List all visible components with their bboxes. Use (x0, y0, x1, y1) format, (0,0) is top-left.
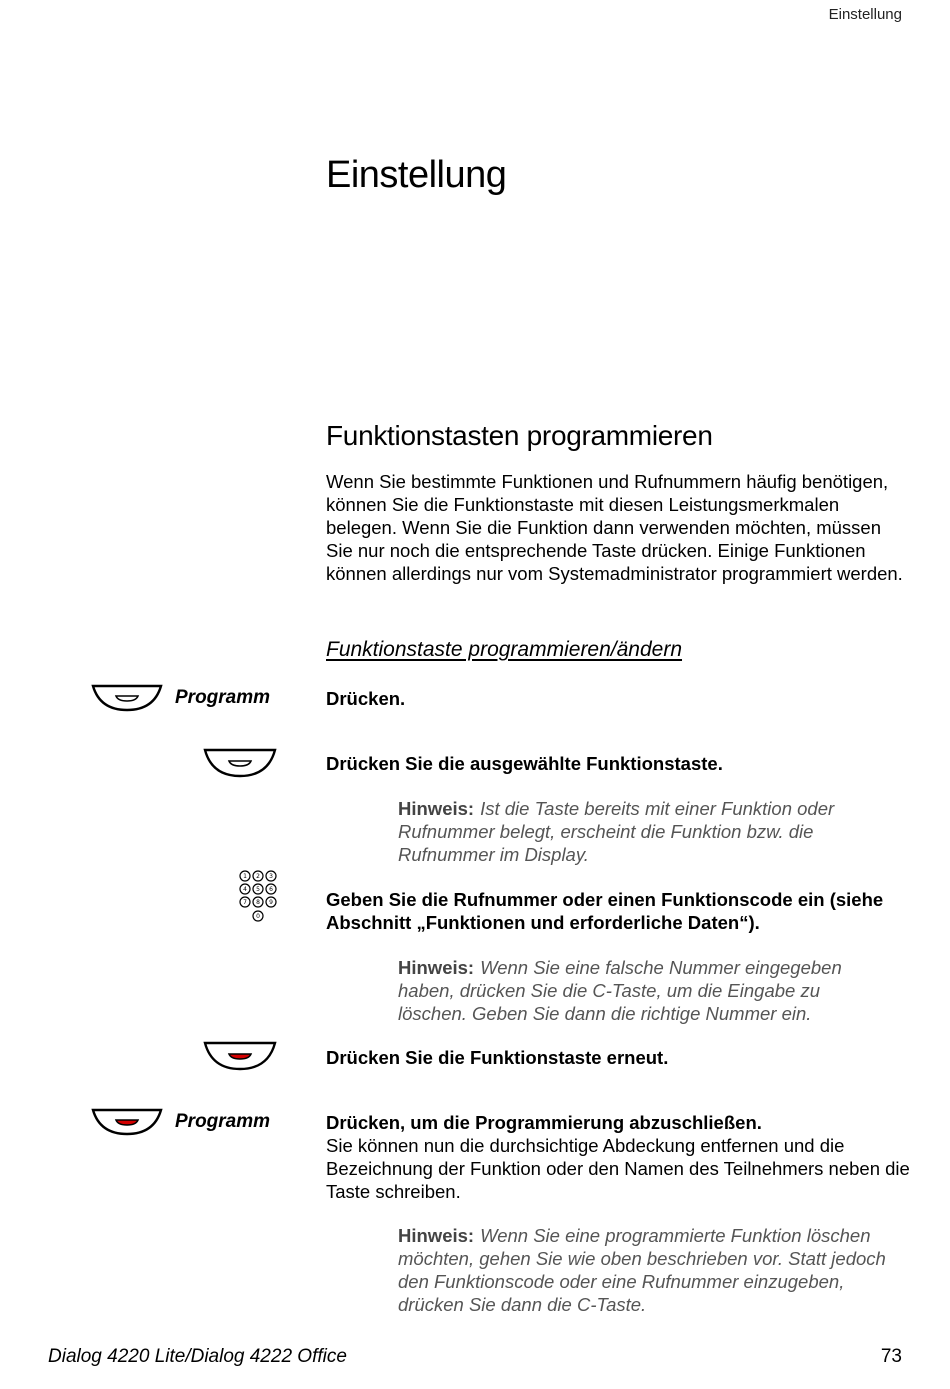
step-5-detail: Sie können nun die durchsichtige Abdeckung entfernen und die Bezeichnung der Funktion oder den Namen des Teilnehmers neben die Taste schreiben. (326, 1135, 910, 1202)
note-label: Hinweis: (398, 1225, 475, 1246)
section-intro: Wenn Sie bestimmte Funktionen und Rufnummern häufig benötigen, können Sie die Funktionstaste mit diesen Leistungsmerkmalen belegen. Wenn Sie die Funktion dann verwenden möchten, müssen Sie nur noch die entsprechende Taste drücken. Einige Funktionen können allerdings nur vom Systemadministrator programmiert werden. (326, 471, 903, 584)
svg-text:7: 7 (243, 899, 247, 906)
note-text: Wenn Sie eine falsche Nummer eingegeben haben, drücken Sie die C-Taste, um die Eingabe zu löschen. Geben Sie dann die richtige Nummer ein. (398, 957, 842, 1024)
note-label: Hinweis: (398, 957, 475, 978)
svg-text:6: 6 (269, 886, 273, 893)
svg-text:8: 8 (256, 899, 260, 906)
note-3 (398, 1224, 903, 1316)
function-key-icon (202, 747, 278, 779)
svg-text:0: 0 (256, 913, 260, 920)
page-number: 73 (880, 1346, 902, 1367)
subsection-title: Funktionstaste programmieren/ändern (326, 638, 683, 661)
function-key-led-on-icon (202, 1040, 278, 1072)
programm-key-label-2: Programm (175, 1111, 271, 1132)
running-header: Einstellung (828, 6, 902, 23)
programm-key-label: Programm (175, 687, 271, 708)
step-3-instruction: Geben Sie die Rufnummer oder einen Funktionscode ein (siehe Abschnitt „Funktionen und erforderliche Daten“). (326, 889, 884, 933)
footer-product: Dialog 4220 Lite/Dialog 4222 Office (48, 1346, 347, 1367)
svg-text:5: 5 (256, 886, 260, 893)
step-1-instruction: Drücken. (326, 688, 406, 709)
chapter-title: Einstellung (326, 154, 507, 196)
note-1 (398, 797, 908, 866)
programm-key-led-on-icon (90, 1107, 164, 1137)
note-text: Ist die Taste bereits mit einer Funktion oder Rufnummer belegt, erscheint die Funktion bzw. die Rufnummer im Display. (398, 798, 835, 865)
programm-key-icon (90, 683, 164, 713)
keypad-icon (238, 869, 280, 925)
svg-text:3: 3 (269, 873, 273, 880)
step-5-instruction: Drücken, um die Programmierung abzuschließen. (326, 1112, 762, 1133)
step-2-instruction: Drücken Sie die ausgewählte Funktionstaste. (326, 753, 723, 774)
step-5-block (326, 1111, 911, 1203)
note-2 (398, 956, 888, 1025)
svg-text:2: 2 (256, 873, 260, 880)
step-4-instruction: Drücken Sie die Funktionstaste erneut. (326, 1047, 669, 1068)
note-text: Wenn Sie eine programmierte Funktion löschen möchten, gehen Sie wie oben beschrieben vor. Statt jedoch den Funktionscode oder eine Rufnummer einzugeben, drücken Sie dann die C-Taste. (398, 1225, 886, 1315)
note-label: Hinweis: (398, 798, 475, 819)
svg-text:4: 4 (243, 886, 247, 893)
section-title: Funktionstasten programmieren (326, 420, 713, 451)
svg-text:1: 1 (243, 873, 247, 880)
svg-text:9: 9 (269, 899, 273, 906)
